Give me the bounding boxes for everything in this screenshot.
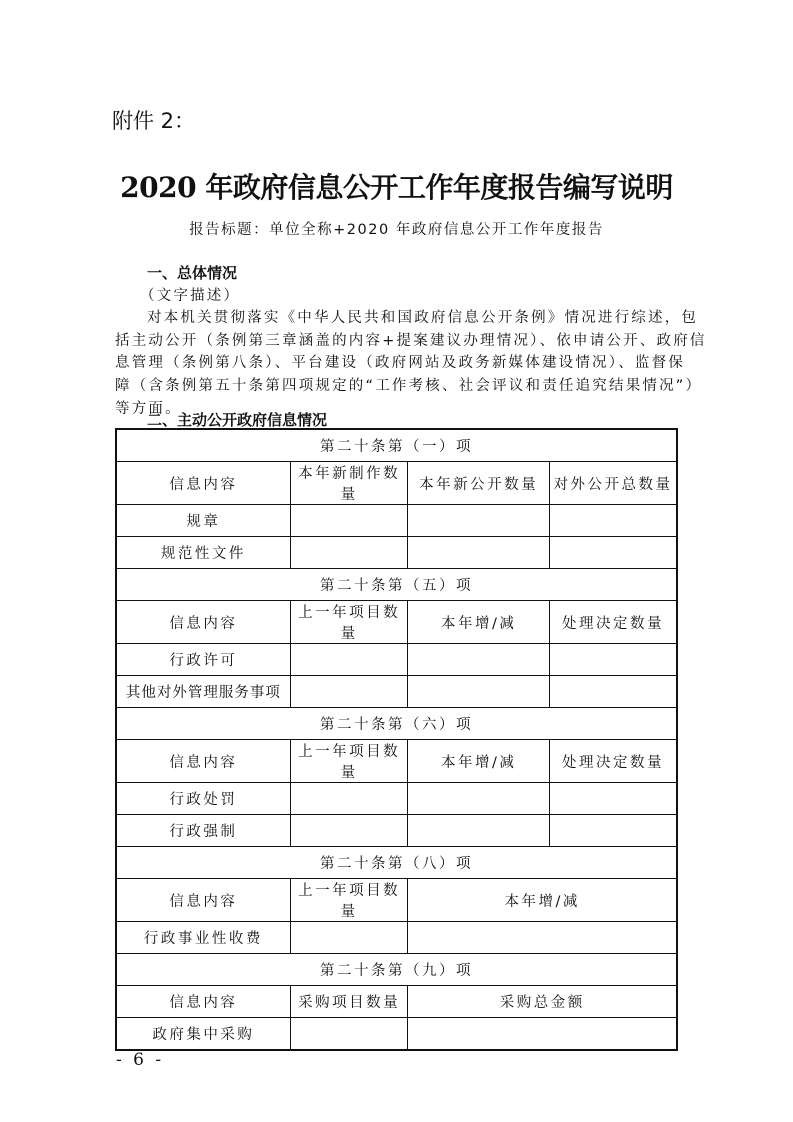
section1-line: 障（含条例第五十条第四项规定的“工作考核、社会评议和责任追究结果情况”） [115,378,703,394]
column-header: 处理决定数量 [549,601,677,644]
column-header: 上一年项目数量 [290,740,408,783]
column-header: 信息内容 [116,740,290,783]
cell[interactable] [549,676,677,708]
table-row [116,922,677,954]
page-number: - 6 - [116,1050,165,1070]
cell[interactable] [290,783,408,815]
info-disclosure-table [115,428,678,1051]
column-header: 本年增/减 [408,740,550,783]
section1-line: 括主动公开（条例第三章涵盖的内容+提案建议办理情况）、依申请公开、政府信 [115,333,707,349]
section2-heading: 二、主动公开政府信息情况 [147,411,328,429]
table-row [116,644,677,676]
column-header: 本年新制作数量 [290,462,408,505]
section-title: 第二十条第（八）项 [116,847,677,879]
cell[interactable] [290,505,408,537]
cell[interactable] [290,644,408,676]
cell[interactable] [549,505,677,537]
cell[interactable] [408,815,550,847]
cell[interactable] [549,537,677,569]
cell[interactable] [408,1018,677,1051]
section1-note: （文字描述） [140,288,241,304]
cell[interactable] [408,922,677,954]
section1-heading: 一、总体情况 [147,264,238,282]
section1-line: 等方面。 [115,401,182,417]
cell[interactable] [408,676,550,708]
table-row [116,815,677,847]
row-label: 规范性文件 [116,537,290,569]
table-row [116,1018,677,1051]
document-title: 2020 年政府信息公开工作年度报告编写说明 [120,171,673,204]
table-row [116,505,677,537]
row-label: 政府集中采购 [116,1018,290,1051]
cell[interactable] [290,676,408,708]
document-subtitle: 报告标题：单位全称+2020 年政府信息公开工作年度报告 [189,222,604,238]
column-header: 本年新公开数量 [408,462,550,505]
cell[interactable] [290,537,408,569]
column-header: 上一年项目数量 [290,879,408,922]
section-title: 第二十条第（一）项 [116,429,677,462]
cell[interactable] [408,783,550,815]
section1-line: 对本机关贯彻落实《中华人民共和国政府信息公开条例》情况进行综述，包 [147,310,699,326]
cell[interactable] [549,783,677,815]
row-label: 其他对外管理服务事项 [116,676,290,708]
column-header: 信息内容 [116,879,290,922]
table-row [116,783,677,815]
cell[interactable] [290,922,408,954]
column-header: 信息内容 [116,462,290,505]
row-label: 行政处罚 [116,783,290,815]
table-row [116,676,677,708]
cell[interactable] [408,644,550,676]
cell[interactable] [290,1018,408,1051]
column-header: 采购总金额 [408,986,677,1018]
section-title: 第二十条第（六）项 [116,708,677,740]
column-header: 本年增/减 [408,879,677,922]
row-label: 规章 [116,505,290,537]
cell[interactable] [290,815,408,847]
column-header: 本年增/减 [408,601,550,644]
section-title: 第二十条第（九）项 [116,954,677,986]
cell[interactable] [408,505,550,537]
column-header: 上一年项目数量 [290,601,408,644]
column-header: 信息内容 [116,986,290,1018]
column-header: 信息内容 [116,601,290,644]
cell[interactable] [408,537,550,569]
cell[interactable] [549,644,677,676]
column-header: 对外公开总数量 [549,462,677,505]
attachment-label: 附件 2： [112,109,196,133]
section1-line: 息管理（条例第八条）、平台建设（政府网站及政务新媒体建设情况）、监督保 [115,355,685,371]
table-row [116,537,677,569]
cell[interactable] [549,815,677,847]
row-label: 行政强制 [116,815,290,847]
section-title: 第二十条第（五）项 [116,569,677,601]
row-label: 行政事业性收费 [116,922,290,954]
column-header: 处理决定数量 [549,740,677,783]
row-label: 行政许可 [116,644,290,676]
column-header: 采购项目数量 [290,986,408,1018]
